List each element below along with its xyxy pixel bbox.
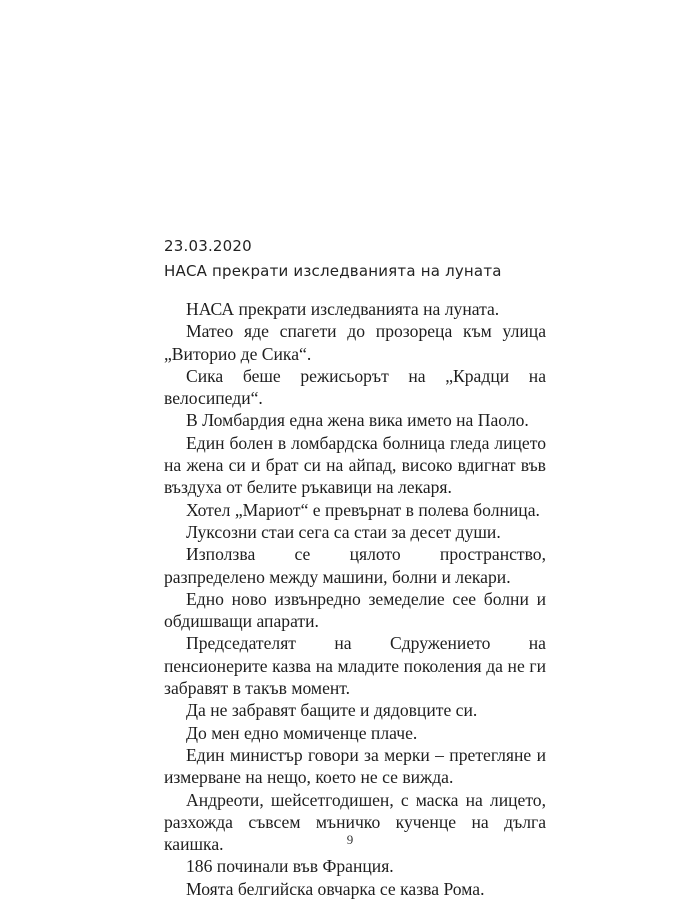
paragraph: Използва се цялото пространство, разпределено между машини, болни и лекари.: [164, 544, 546, 587]
paragraph: Едно ново извънредно земеделие сее болни и обдишващи апарати.: [164, 588, 546, 632]
paragraph: Един болен в ломбардска болница гледа лицето на жена си и брат си на айпад, високо вдигнат във въздуха от белите ръкавици на лекаря.: [164, 432, 546, 498]
paragraph: Да не забравят бащите и дядовците си.: [186, 700, 478, 721]
entry-title: НАСА прекрати изследванията на луната: [164, 262, 502, 280]
paragraph: Луксозни стаи сега са стаи за десет души.: [186, 521, 501, 542]
paragraph: В Ломбардия една жена вика името на Паоло.: [186, 410, 529, 431]
paragraph: Сика беше режисьорът на „Крадци на велосипеди“.: [164, 365, 546, 409]
paragraph: НАСА прекрати изследванията на луната.: [186, 299, 500, 319]
entry-date: 23.03.2020: [164, 237, 252, 255]
body-text: [164, 298, 546, 900]
paragraph: Председателят на Сдружението на пенсионерите казва на младите поколения да не ги забравят в такъв момент.: [164, 633, 546, 699]
paragraph: Андреоти, шейсетгодишен, с маска на лицето, разхожда съвсем мъничко кученце на дълга каишка.: [164, 789, 546, 855]
chapter-heading: [164, 234, 584, 284]
paragraph: Хотел „Мариот“ е превърнат в полева болница.: [186, 499, 540, 520]
paragraph: До мен едно момиченце плаче.: [186, 722, 418, 743]
paragraph: 186 починали във Франция.: [186, 856, 394, 877]
paragraph: Един министър говори за мерки – претегляне и измерване на нещо, което не се вижда.: [164, 744, 546, 788]
paragraph: Матео яде спагети до прозореца към улица „Виторио де Сика“.: [164, 321, 546, 364]
paragraph: Моята белгийска овчарка се казва Рома.: [186, 878, 485, 899]
page-number: 9: [346, 832, 354, 847]
